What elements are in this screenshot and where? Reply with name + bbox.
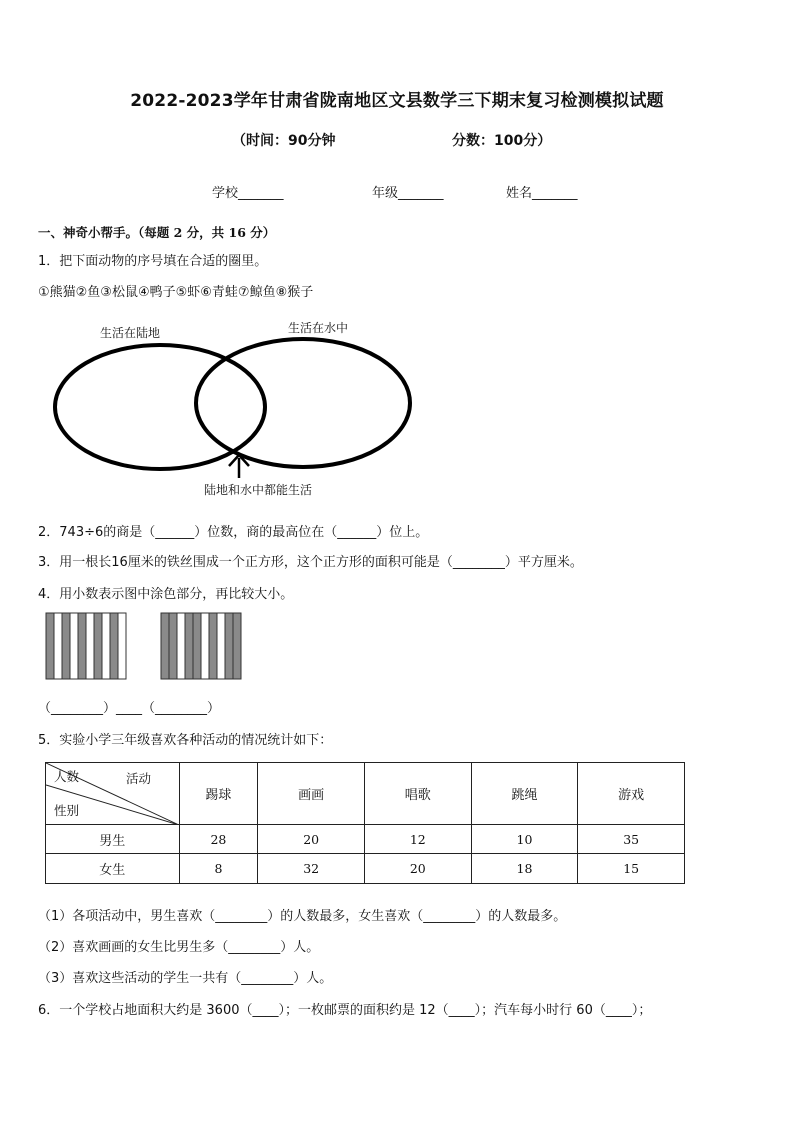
blank-stripe (70, 613, 78, 679)
school-field: 学校_______ (212, 186, 284, 201)
blank-stripe (177, 613, 185, 679)
shaded-stripe (209, 613, 217, 679)
table-row (46, 854, 685, 884)
venn-water-label: 生活在水中 (288, 321, 349, 335)
question-3: 3．用一根长16厘米的铁丝围成一个正方形，这个正方形的面积可能是（________）平方厘米。 (38, 555, 583, 570)
venn-diagram (40, 315, 430, 500)
name-field: 姓名_______ (506, 186, 578, 201)
table-cell: 18 (471, 854, 578, 884)
table-cell: 15 (578, 854, 685, 884)
table-cell: 20 (258, 825, 365, 854)
blank-stripe (102, 613, 110, 679)
table-cell: 10 (471, 825, 578, 854)
row-label: 女生 (46, 854, 180, 884)
shaded-stripe (62, 613, 70, 679)
section-title: 一、神奇小帮手。（每题 2 分，共 16 分） (38, 225, 276, 240)
venn-water-circle (196, 339, 410, 467)
table-cell: 28 (179, 825, 258, 854)
shaded-stripe (193, 613, 201, 679)
shaded-stripe (185, 613, 193, 679)
shaded-stripe (110, 613, 118, 679)
striped-figure-b (160, 612, 242, 680)
question-5-part-2: （2）喜欢画画的女生比男生多（________）人。 (38, 940, 320, 955)
striped-figure-a (45, 612, 127, 680)
column-header: 画画 (258, 763, 365, 825)
question-4: 4．用小数表示图中涂色部分，再比较大小。 (38, 587, 294, 602)
table-cell: 8 (179, 854, 258, 884)
table-cell: 20 (364, 854, 471, 884)
shaded-stripe (161, 613, 169, 679)
shaded-stripe (233, 613, 241, 679)
exam-score: 分数：100分） (452, 133, 552, 149)
blank-stripe (118, 613, 126, 679)
shaded-stripe (78, 613, 86, 679)
question-2: 2．743÷6的商是（______）位数，商的最高位在（______）位上。 (38, 525, 429, 540)
grade-field: 年级_______ (372, 186, 444, 201)
page-title: 2022-2023学年甘肃省陇南地区文县数学三下期末复习检测模拟试题 (130, 91, 664, 111)
table-corner-cell (46, 763, 180, 825)
column-header: 游戏 (578, 763, 685, 825)
shaded-stripe (46, 613, 54, 679)
corner-activity-label: 活动 (126, 771, 152, 786)
shaded-stripe (169, 613, 177, 679)
table-cell: 12 (364, 825, 471, 854)
column-header: 踢球 (179, 763, 258, 825)
shaded-stripe (225, 613, 233, 679)
blank-stripe (86, 613, 94, 679)
venn-both-label: 陆地和水中都能生活 (204, 483, 313, 497)
row-label: 男生 (46, 825, 180, 854)
exam-time: （时间：90分钟 (232, 133, 336, 149)
animal-list: ①熊猫②鱼③松鼠④鸭子⑤虾⑥青蛙⑦鲸鱼⑧猴子 (38, 285, 314, 300)
column-header: 跳绳 (471, 763, 578, 825)
question-4-answer: （________）____（________） (38, 701, 221, 716)
blank-stripe (217, 613, 225, 679)
question-1: 1．把下面动物的序号填在合适的圈里。 (38, 254, 268, 269)
blank-stripe (54, 613, 62, 679)
question-5: 5．实验小学三年级喜欢各种活动的情况统计如下： (38, 733, 333, 748)
table-row (46, 825, 685, 854)
blank-stripe (201, 613, 209, 679)
corner-count-label: 人数 (54, 769, 80, 784)
activity-table (45, 762, 685, 884)
corner-gender-label: 性别 (54, 803, 80, 818)
table-cell: 35 (578, 825, 685, 854)
column-header: 唱歌 (364, 763, 471, 825)
question-6: 6．一个学校占地面积大约是 3600（____）；一枚邮票的面积约是 12（____）；汽车每小时行 60（____）； (38, 1003, 652, 1018)
table-cell: 32 (258, 854, 365, 884)
question-5-part-1: （1）各项活动中，男生喜欢（________）的人数最多，女生喜欢（________）的人数最多。 (38, 909, 567, 924)
shaded-stripe (94, 613, 102, 679)
question-5-part-3: （3）喜欢这些活动的学生一共有（________）人。 (38, 971, 333, 986)
venn-land-label: 生活在陆地 (100, 326, 161, 340)
